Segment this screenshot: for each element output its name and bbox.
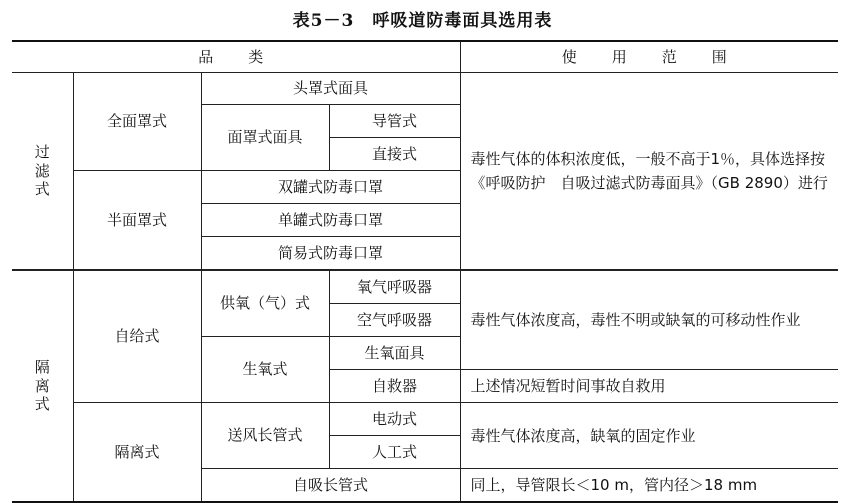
table-row xyxy=(12,270,838,304)
self-rescue-scope: 上述情况短暂时间事故自救用 xyxy=(460,370,838,403)
face-mask-label: 面罩式面具 xyxy=(201,105,329,171)
single-can-label: 单罐式防毒口罩 xyxy=(201,204,460,237)
isolation-group-label: 隔 离 式 xyxy=(12,270,73,502)
isolated-label: 隔离式 xyxy=(73,403,201,503)
table-row xyxy=(12,73,838,105)
double-can-label: 双罐式防毒口罩 xyxy=(201,171,460,204)
mobile-work-scope: 毒性气体浓度高，毒性不明或缺氧的可移动性作业 xyxy=(460,270,838,370)
filter-group-label: 过 滤 式 xyxy=(12,73,73,271)
oxygen-breather-label: 氧气呼吸器 xyxy=(329,270,460,304)
air-tube-label: 送风长管式 xyxy=(201,403,329,469)
direct-label: 直接式 xyxy=(329,138,460,171)
oxygen-supply-label: 供氧（气）式 xyxy=(201,270,329,337)
self-suction-tube-label: 自吸长管式 xyxy=(201,469,460,503)
respirator-selection-table xyxy=(12,40,838,503)
self-rescuer-label: 自救器 xyxy=(329,370,460,403)
header-scope: 使 用 范 围 xyxy=(460,41,838,73)
self-contained-label: 自给式 xyxy=(73,270,201,403)
simple-mask-label: 简易式防毒口罩 xyxy=(201,237,460,271)
half-mask-label: 半面罩式 xyxy=(73,171,201,271)
header-row xyxy=(12,41,838,73)
tube-limit-scope: 同上，导管限长＜10 m，管内径＞18 mm xyxy=(460,469,838,503)
guide-tube-label: 导管式 xyxy=(329,105,460,138)
oxygen-generating-mask-label: 生氧面具 xyxy=(329,337,460,370)
table-row xyxy=(12,403,838,436)
header-category: 品 类 xyxy=(12,41,460,73)
electric-label: 电动式 xyxy=(329,403,460,436)
oxygen-generating-label: 生氧式 xyxy=(201,337,329,403)
filter-scope: 毒性气体的体积浓度低，一般不高于1％，具体选择按《呼吸防护 自吸过滤式防毒面具》（GB 2890）进行 xyxy=(460,73,838,271)
air-breather-label: 空气呼吸器 xyxy=(329,304,460,337)
manual-label: 人工式 xyxy=(329,436,460,469)
head-mask-label: 头罩式面具 xyxy=(201,73,460,105)
table-title: 表5－3 呼吸道防毒面具选用表 xyxy=(292,11,553,31)
fixed-work-scope: 毒性气体浓度高，缺氧的固定作业 xyxy=(460,403,838,469)
full-mask-label: 全面罩式 xyxy=(73,73,201,171)
